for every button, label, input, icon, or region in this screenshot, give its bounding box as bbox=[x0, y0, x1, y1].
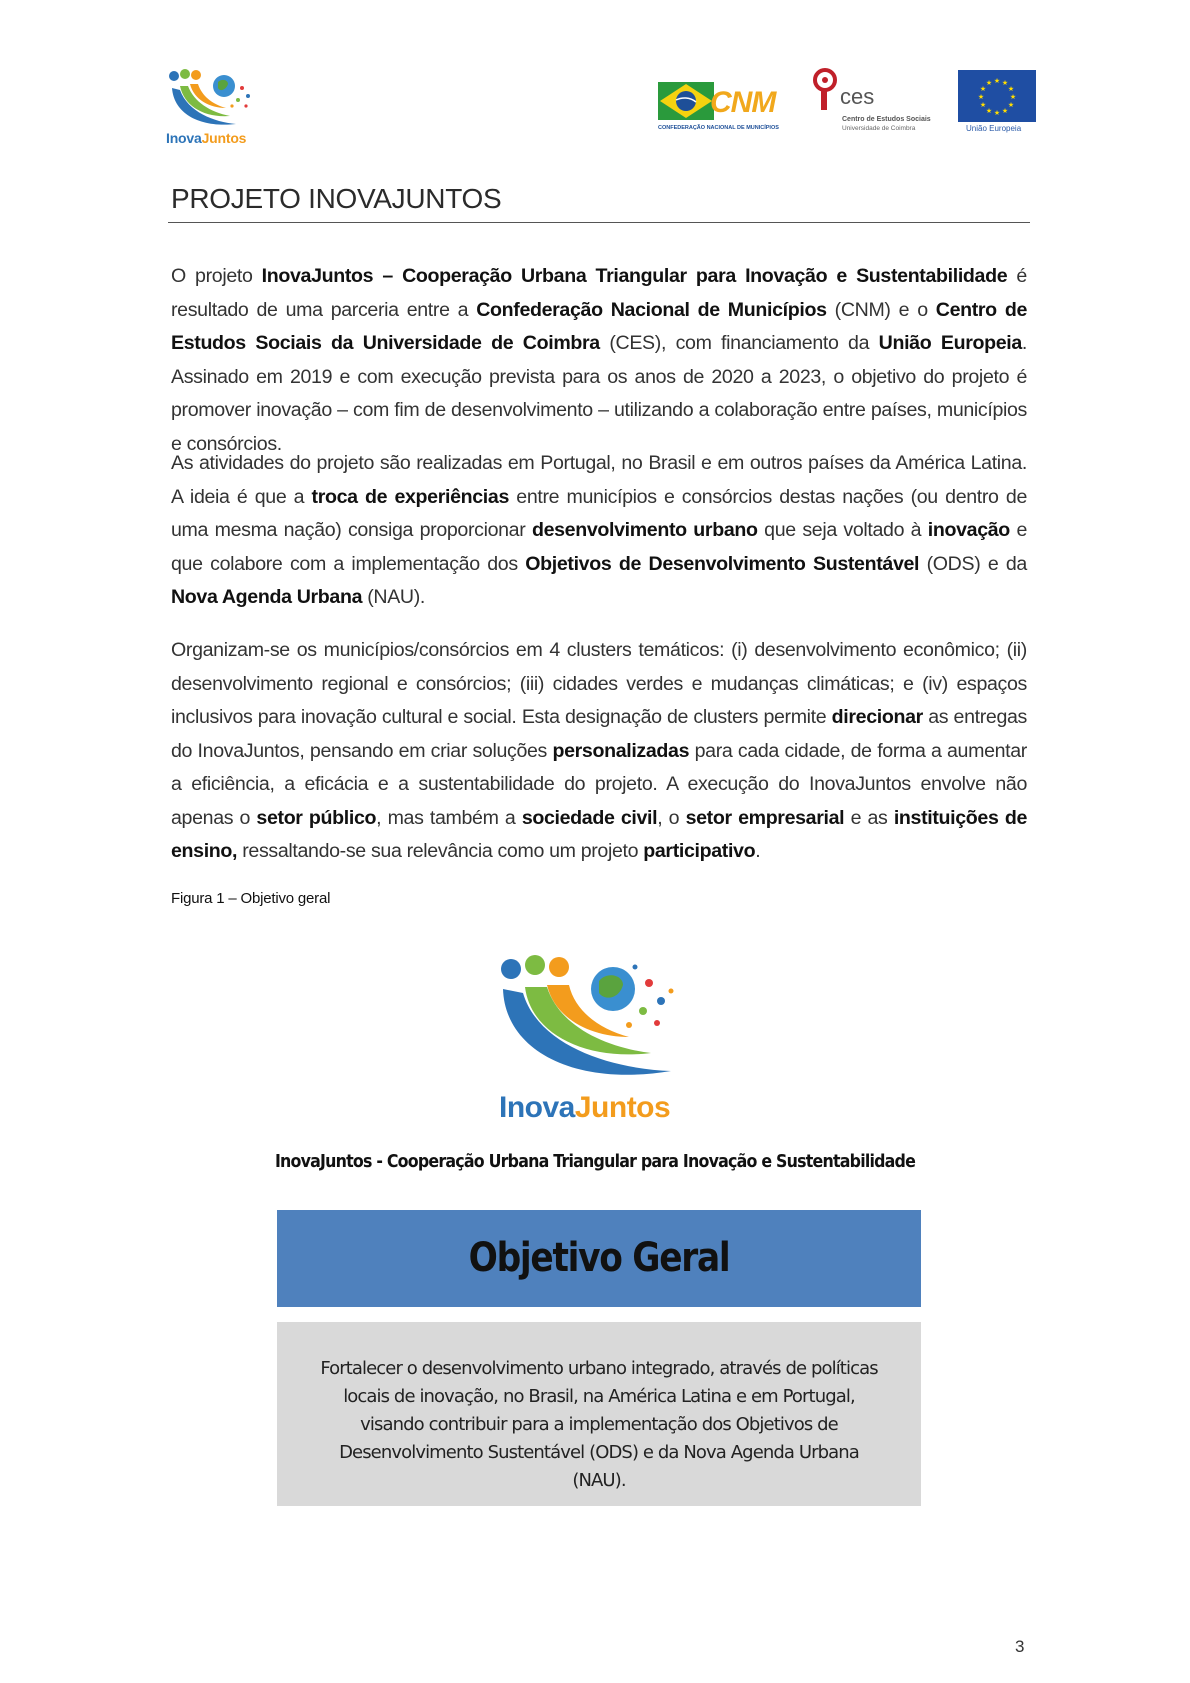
emphasis-text: União Europeia bbox=[878, 332, 1022, 354]
body-text: (ODS) e da bbox=[919, 552, 1027, 575]
body-text: , mas também a bbox=[376, 806, 522, 829]
emphasis-text: Centro de Estudos Sociais da Universidade de Coimbra bbox=[171, 298, 1027, 354]
paragraph-clusters bbox=[171, 634, 1027, 869]
body-text: , o bbox=[657, 806, 686, 829]
objective-body-text: Fortalecer o desenvolvimento urbano integrado, através de políticas locais de inovação, no Brasil, na América Latina e em Portugal, visando contribuir para a implementação dos Objetivos de Desenvolvimento Sustentável (ODS) e da Nova Agenda Urbana (NAU). bbox=[320, 1358, 878, 1491]
body-text: (CNM) e o bbox=[826, 298, 936, 321]
body-text: as entregas do InovaJuntos, pensando em criar soluções bbox=[171, 706, 1027, 762]
emphasis-text: Nova Agenda Urbana bbox=[171, 586, 363, 608]
body-text: . bbox=[755, 840, 761, 862]
emphasis-text: desenvolvimento urbano bbox=[531, 519, 758, 541]
svg-text:★: ★ bbox=[1001, 79, 1009, 87]
figure-inovajuntos-logo bbox=[495, 955, 700, 1125]
emphasis-text: direcionar bbox=[831, 706, 923, 728]
objective-body-box bbox=[277, 1322, 921, 1506]
inovajuntos-emblem-icon bbox=[495, 955, 700, 1091]
svg-text:★: ★ bbox=[979, 101, 987, 109]
body-text: é resultado de uma parceria entre a bbox=[171, 265, 1027, 321]
ces-logo bbox=[812, 68, 932, 134]
emphasis-text: setor público bbox=[256, 806, 377, 829]
body-text: e as bbox=[844, 806, 894, 829]
body-text: e que colabore com a implementação dos bbox=[171, 519, 1027, 575]
inovajuntos-logo-text: InovaJuntos bbox=[166, 130, 247, 146]
body-text: entre municípios e consórcios destas nações (ou dentro de uma mesma nação) consiga proporcionar bbox=[171, 485, 1027, 541]
ces-emblem-icon bbox=[812, 68, 842, 112]
emphasis-text: troca de experiências bbox=[311, 485, 509, 508]
emphasis-text: InovaJuntos – Cooperação Urbana Triangular para Inovação e Sustentabilidade bbox=[261, 265, 1008, 287]
emphasis-text: Objetivos de Desenvolvimento Sustentável bbox=[525, 552, 920, 575]
inovajuntos-emblem-icon bbox=[166, 66, 266, 132]
svg-text:★: ★ bbox=[1009, 93, 1017, 101]
cnm-logo-text: CNM bbox=[710, 86, 776, 119]
svg-text:★: ★ bbox=[993, 109, 1001, 117]
svg-text:★: ★ bbox=[979, 85, 987, 93]
emphasis-text: setor empresarial bbox=[685, 806, 845, 829]
ces-logo-text: ces bbox=[840, 84, 875, 109]
inovajuntos-logo bbox=[166, 66, 266, 152]
cnm-logo bbox=[658, 78, 784, 134]
svg-text:★: ★ bbox=[1001, 107, 1009, 115]
svg-text:★: ★ bbox=[1007, 85, 1015, 93]
svg-text:★: ★ bbox=[993, 77, 1001, 85]
body-text: ressaltando-se sua relevância como um projeto bbox=[237, 840, 644, 862]
ces-logo-line1: Centro de Estudos Sociais bbox=[842, 116, 931, 123]
svg-text:★: ★ bbox=[1007, 101, 1015, 109]
paragraph-intro bbox=[171, 260, 1027, 461]
objective-heading: Objetivo Geral bbox=[468, 1235, 730, 1281]
paragraph-activities bbox=[171, 447, 1027, 615]
body-text: . Assinado em 2019 e com execução prevista para os anos de 2020 a 2023, o objetivo do projeto é promover inovação – com fim de desenvolvimento – utilizando a colaboração entre países, municípios e consórcios. bbox=[171, 332, 1028, 455]
body-text: (CES), com financiamento da bbox=[599, 332, 879, 354]
eu-flag-icon bbox=[958, 70, 1036, 122]
page-number: 3 bbox=[1015, 1637, 1025, 1656]
title-divider bbox=[168, 222, 1030, 223]
body-text: que seja voltado à bbox=[757, 519, 928, 541]
svg-text:★: ★ bbox=[985, 107, 993, 115]
cnm-logo-subtitle: CONFEDERAÇÃO NACIONAL DE MUNICÍPIOS bbox=[658, 125, 779, 131]
emphasis-text: personalizadas bbox=[552, 739, 690, 762]
body-text: para cada cidade, de forma a aumentar a eficiência, a eficácia e a sustentabilidade do projeto. A execução do InovaJuntos envolve não apenas o bbox=[171, 739, 1027, 829]
figure-logo-text: InovaJuntos bbox=[499, 1091, 671, 1124]
emphasis-text: Confederação Nacional de Municípios bbox=[476, 298, 827, 321]
emphasis-text: sociedade civil bbox=[521, 806, 658, 829]
emphasis-text: inovação bbox=[927, 519, 1010, 541]
brazil-flag-icon bbox=[658, 78, 718, 122]
eu-logo-label: União Europeia bbox=[966, 124, 1022, 133]
emphasis-text: instituições de ensino, bbox=[171, 806, 1027, 862]
body-text: As atividades do projeto são realizadas em Portugal, no Brasil e em outros países da América Latina. A ideia é que a bbox=[171, 452, 1027, 508]
figure-subtitle: InovaJuntos - Cooperação Urbana Triangular para Inovação e Sustentabilidade bbox=[274, 1151, 916, 1172]
ces-logo-line2: Universidade de Coimbra bbox=[842, 125, 916, 132]
figure-caption: Figura 1 – Objetivo geral bbox=[171, 890, 331, 907]
body-text: (NAU). bbox=[362, 586, 425, 608]
body-text: Organizam-se os municípios/consórcios em 4 clusters temáticos: (i) desenvolvimento econômico; (ii) desenvolvimento regional e consórcios; (iii) cidades verdes e mudanças climáticas; e (iv) espaços inclusivos para inovação cultural e social. Esta designação de clusters permite bbox=[171, 639, 1027, 728]
svg-text:★: ★ bbox=[985, 79, 993, 87]
emphasis-text: participativo bbox=[643, 840, 756, 862]
svg-text:★: ★ bbox=[977, 93, 985, 101]
objective-heading-box bbox=[277, 1210, 921, 1307]
page-title: PROJETO INOVAJUNTOS bbox=[171, 183, 502, 214]
body-text: O projeto bbox=[171, 265, 262, 287]
eu-logo bbox=[958, 70, 1036, 134]
